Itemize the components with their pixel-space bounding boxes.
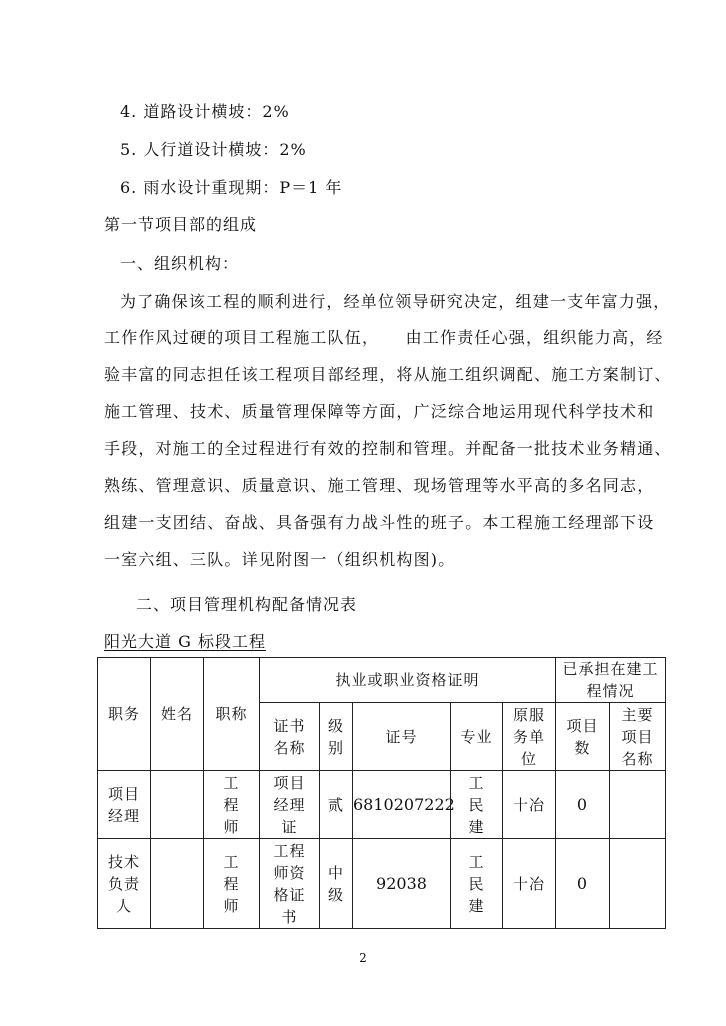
cell-title: 工程师 <box>204 771 260 839</box>
cell-project-count: 0 <box>556 839 610 929</box>
header-qualification-group: 执业或职业资格证明 <box>260 658 556 703</box>
design-item-cross-slope-sidewalk: 5. 人行道设计横坡：2% <box>120 140 307 159</box>
paragraph-line: 为了确保该工程的顺利进行，经单位领导研究决定，组建一支年富力强， <box>120 292 671 311</box>
cell-cert-no: 92038 <box>353 839 451 929</box>
subsection-heading-staffing-table: 二、项目管理机构配备情况表 <box>136 595 358 614</box>
cell-major: 工民建 <box>451 771 503 839</box>
paragraph-line: 施工管理、技术、质量管理保障等方面，广泛综合地运用现代科学技术和 <box>104 402 655 421</box>
subheader-project-count: 项目数 <box>556 703 610 771</box>
paragraph-line: 熟练、管理意识、质量意识、施工管理、现场管理等水平高的多名同志， <box>104 476 655 495</box>
design-item-cross-slope-road: 4. 道路设计横坡：2% <box>120 102 290 121</box>
cell-main-projects <box>610 771 666 839</box>
table-row <box>98 771 666 839</box>
cell-orig-unit: 十冶 <box>503 839 556 929</box>
design-item-rain-return-period: 6. 雨水设计重现期：P＝1 年 <box>120 178 343 197</box>
subheader-orig-unit: 原服务单位 <box>503 703 556 771</box>
organization-paragraph <box>104 289 672 579</box>
subheader-main-projects: 主要项目名称 <box>610 703 666 771</box>
cell-name <box>151 771 204 839</box>
cell-main-projects <box>610 839 666 929</box>
header-position: 职务 <box>98 658 151 771</box>
subheader-major: 专业 <box>451 703 503 771</box>
cell-title: 工程师 <box>204 839 260 929</box>
cell-name <box>151 839 204 929</box>
cell-major: 工民建 <box>451 839 503 929</box>
cell-project-count: 0 <box>556 771 610 839</box>
paragraph-line: 手段，对施工的全过程进行有效的控制和管理。并配备一批技术业务精通、 <box>104 439 672 458</box>
subheader-level: 级别 <box>320 703 353 771</box>
subheader-cert-no: 证号 <box>353 703 451 771</box>
table-header-row <box>98 658 666 703</box>
table-caption: 阳光大道 G 标段工程 <box>104 632 266 651</box>
paragraph-line: 一室六组、三队。详见附图一（组织机构图)。 <box>104 550 456 569</box>
paragraph-line: 组建一支团结、奋战、具备强有力战斗性的班子。本工程施工经理部下设 <box>104 513 655 532</box>
cell-cert-name: 项目经理证 <box>260 771 320 839</box>
header-name: 姓名 <box>151 658 204 771</box>
header-ongoing-projects-group: 已承担在建工程情况 <box>556 658 666 703</box>
header-title: 职称 <box>204 658 260 771</box>
paragraph-line: 验丰富的同志担任该工程项目部经理，将从施工组织调配、施工方案制订、 <box>104 365 672 384</box>
section-title: 第一节项目部的组成 <box>104 215 258 234</box>
subheader-cert-name: 证书名称 <box>260 703 320 771</box>
cell-cert-no: 6810207222 <box>353 771 451 839</box>
cell-cert-name: 工程师资格证书 <box>260 839 320 929</box>
cell-level: 贰 <box>320 771 353 839</box>
subsection-heading-organization: 一、组织机构： <box>120 254 240 273</box>
staffing-table <box>97 657 666 929</box>
cell-orig-unit: 十冶 <box>503 771 556 839</box>
cell-position: 技术负责人 <box>98 839 151 929</box>
cell-level: 中级 <box>320 839 353 929</box>
cell-position: 项目经理 <box>98 771 151 839</box>
paragraph-line: 工作作风过硬的项目工程施工队伍， 由工作责任心强，组织能力高，经 <box>104 328 664 347</box>
table-row <box>98 839 666 929</box>
page-number: 2 <box>359 951 367 965</box>
